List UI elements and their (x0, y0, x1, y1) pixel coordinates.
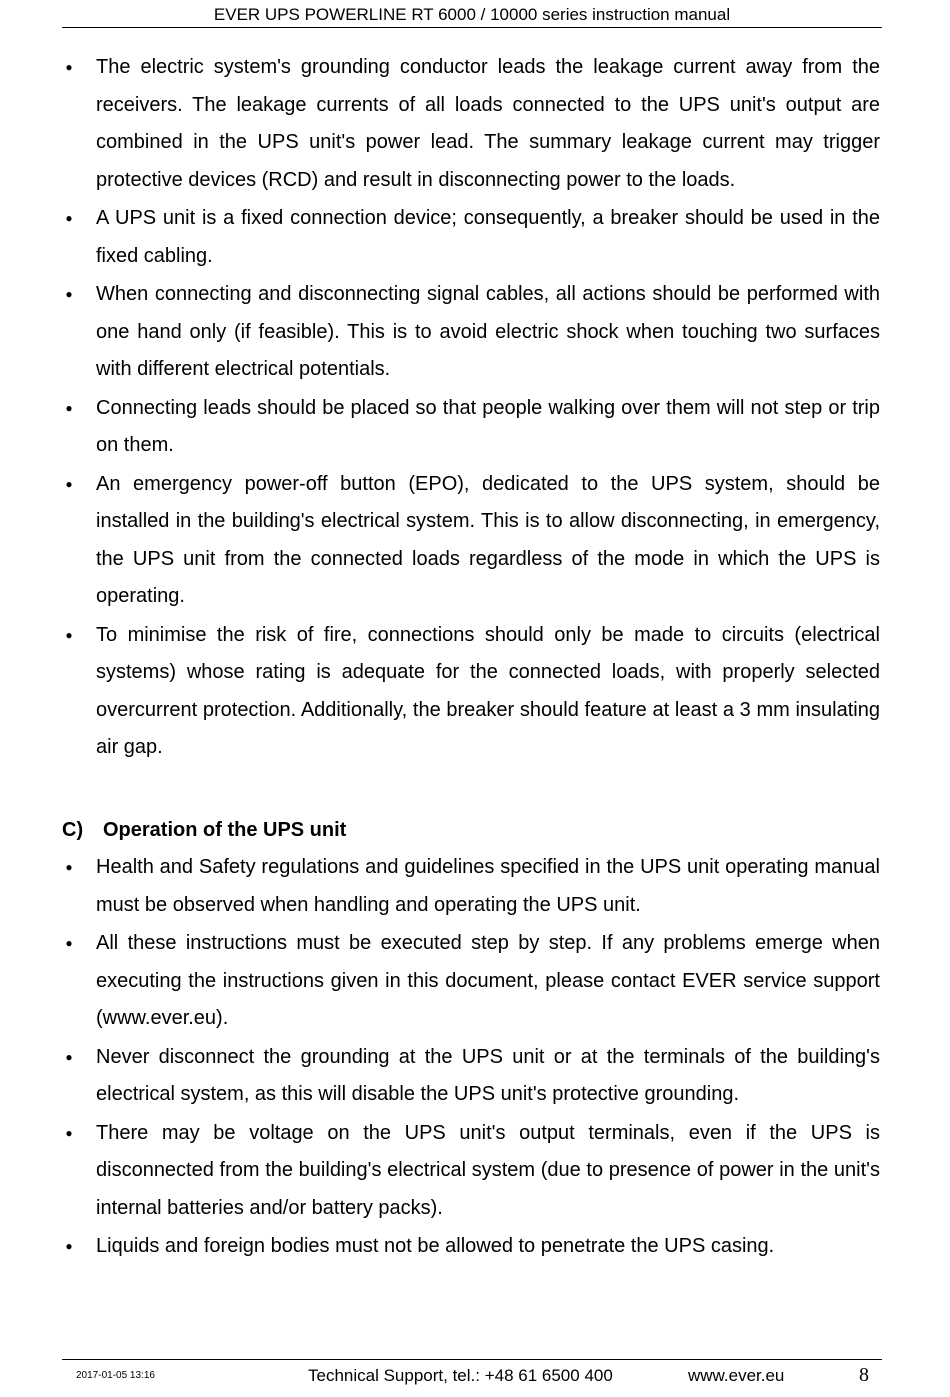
list-item-text: Health and Safety regulations and guidelines specified in the UPS unit operating manual must be observed when handling and operating the UPS unit. (96, 856, 880, 916)
bullet-icon: ● (65, 1049, 73, 1064)
list-item (62, 925, 880, 1038)
bullet-icon: ● (65, 860, 73, 874)
list-item-text: All these instructions must be executed step by step. If any problems emerge when executing the instructions given in this document, please contact EVER service support (www.ever.eu). (96, 932, 880, 1029)
bullet-icon: ● (65, 287, 73, 301)
list-item (62, 276, 880, 389)
page-number: 8 (859, 1364, 869, 1386)
footer-date: 2017-01-05 13:16 (76, 1370, 155, 1381)
bullet-icon: ● (65, 400, 73, 415)
list-item-text: To minimise the risk of fire, connections should only be made to circuits (electrical systems) whose rating is adequate for the connected loads, with properly selected overcurrent protection. Additionally, the breaker should feature at least a 3 mm insulating air gap. (96, 623, 880, 758)
list-item (62, 1039, 880, 1114)
list-item-text: An emergency power-off button (EPO), dedicated to the UPS system, should be installed in the building's electrical system. This is to allow disconnecting, in emergency, the UPS unit from the connected loads regardless of the mode in which the UPS is operating. (96, 472, 880, 607)
header-divider (62, 27, 882, 28)
list-item (62, 390, 880, 465)
list-item-text: There may be voltage on the UPS unit's output terminals, even if the UPS is disconnected from the building's electrical system (due to presence of power in the unit's internal batteries and/or battery packs). (96, 1121, 880, 1219)
list-item-text: The electric system's grounding conductor leads the leakage current away from the receivers. The leakage currents of all loads connected to the UPS unit's output are combined in the UPS unit's power lead. The summary leakage current may trigger protective devices (RCD) and result in disconnecting power to the loads. (96, 56, 880, 191)
list-item-text: When connecting and disconnecting signal cables, all actions should be performed with one hand only (if feasible). This is to avoid electric shock when touching two surfaces with different electrical potentials. (96, 283, 880, 380)
footer-divider (62, 1359, 882, 1360)
list-item (62, 200, 880, 275)
list-item-text: Never disconnect the grounding at the UPS unit or at the terminals of the building's electrical system, as this will disable the UPS unit's protective grounding. (96, 1045, 880, 1105)
list-item (62, 1115, 880, 1228)
footer-support: Technical Support, tel.: +48 61 6500 400 (308, 1366, 613, 1385)
page-header-title: EVER UPS POWERLINE RT 6000 / 10000 series instruction manual (213, 5, 731, 24)
bullet-icon: ● (65, 1239, 73, 1253)
bullet-icon: ● (65, 476, 73, 491)
bullet-icon: ● (65, 627, 73, 642)
list-item (62, 466, 880, 616)
list-item (62, 1228, 880, 1266)
section-heading (62, 812, 346, 849)
safety-list-1 (62, 49, 880, 768)
section-title: Operation of the UPS unit (103, 819, 347, 841)
bullet-icon: ● (65, 1125, 73, 1140)
bullet-icon: ● (65, 60, 73, 74)
footer-url: www.ever.eu (688, 1366, 785, 1385)
list-item-text: Liquids and foreign bodies must not be allowed to penetrate the UPS casing. (96, 1235, 775, 1257)
bullet-icon: ● (65, 211, 73, 225)
list-item (62, 49, 880, 199)
bullet-icon: ● (65, 936, 73, 950)
list-item-text: A UPS unit is a fixed connection device; consequently, a breaker should be used in the fixed cabling. (96, 207, 880, 267)
section-letter: C) (62, 819, 84, 841)
list-item-text: Connecting leads should be placed so that people walking over them will not step or trip on them. (96, 396, 880, 456)
list-item (62, 849, 880, 924)
safety-list-2 (62, 849, 880, 1267)
list-item (62, 617, 880, 767)
